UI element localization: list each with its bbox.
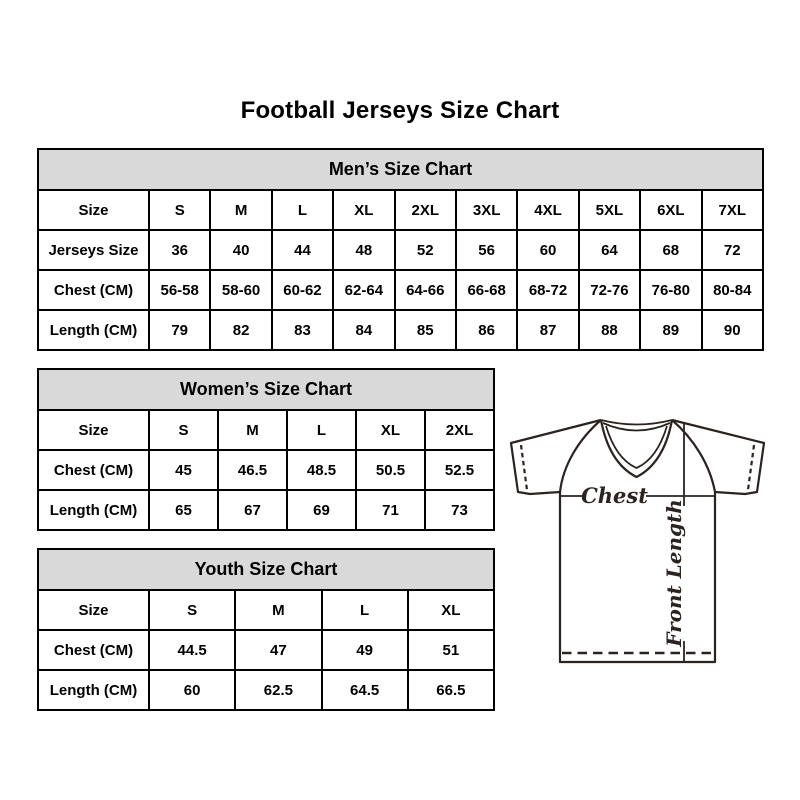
value-cell: 48 (333, 230, 394, 270)
value-cell: 67 (218, 490, 287, 530)
value-cell: 79 (149, 310, 210, 350)
value-cell: 72-76 (579, 270, 640, 310)
page-title: Football Jerseys Size Chart (240, 97, 560, 124)
value-cell: 86 (456, 310, 517, 350)
jersey-outline (511, 420, 764, 662)
value-cell: S (149, 410, 218, 450)
row-label-cell: Chest (CM) (38, 630, 149, 670)
row-label-cell: Size (38, 590, 149, 630)
table-row (38, 270, 763, 310)
jersey-measurement-diagram (505, 413, 775, 669)
value-cell: XL (408, 590, 494, 630)
table-row (38, 230, 763, 270)
value-cell: 36 (149, 230, 210, 270)
mens-table-title: Men’s Size Chart (38, 149, 763, 190)
value-cell: 45 (149, 450, 218, 490)
row-label-cell: Chest (CM) (38, 450, 149, 490)
value-cell: 85 (395, 310, 456, 350)
row-label-cell: Chest (CM) (38, 270, 149, 310)
value-cell: 60-62 (272, 270, 333, 310)
table-header-row (38, 369, 494, 410)
value-cell: 48.5 (287, 450, 356, 490)
front-length-measure-label: Front Length (662, 499, 686, 647)
table-row (38, 310, 763, 350)
table-row (38, 410, 494, 450)
table-row (38, 450, 494, 490)
value-cell: L (272, 190, 333, 230)
value-cell: 88 (579, 310, 640, 350)
value-cell: 83 (272, 310, 333, 350)
value-cell: 60 (149, 670, 235, 710)
value-cell: 56-58 (149, 270, 210, 310)
value-cell: 52 (395, 230, 456, 270)
row-label-cell: Jerseys Size (38, 230, 149, 270)
value-cell: 69 (287, 490, 356, 530)
table-row (38, 190, 763, 230)
row-label-cell: Length (CM) (38, 670, 149, 710)
womens-size-chart-table (37, 368, 495, 531)
value-cell: 2XL (425, 410, 494, 450)
value-cell: 64.5 (322, 670, 408, 710)
value-cell: S (149, 590, 235, 630)
collar-v-inner (606, 426, 667, 468)
value-cell: M (210, 190, 271, 230)
value-cell: 76-80 (640, 270, 701, 310)
value-cell: 72 (702, 230, 763, 270)
value-cell: 2XL (395, 190, 456, 230)
value-cell: 90 (702, 310, 763, 350)
value-cell: 60 (517, 230, 578, 270)
value-cell: S (149, 190, 210, 230)
table-header-row (38, 149, 763, 190)
value-cell: 50.5 (356, 450, 425, 490)
left-sleeve-seam (560, 420, 601, 492)
collar-back-arc-outer (601, 420, 672, 425)
value-cell: 82 (210, 310, 271, 350)
value-cell: 58-60 (210, 270, 271, 310)
value-cell: 62.5 (235, 670, 321, 710)
value-cell: 47 (235, 630, 321, 670)
value-cell: 51 (408, 630, 494, 670)
value-cell: 80-84 (702, 270, 763, 310)
right-cuff-stitch-line (748, 445, 754, 490)
value-cell: 6XL (640, 190, 701, 230)
value-cell: 64-66 (395, 270, 456, 310)
value-cell: 73 (425, 490, 494, 530)
value-cell: L (322, 590, 408, 630)
value-cell: 4XL (517, 190, 578, 230)
value-cell: XL (356, 410, 425, 450)
value-cell: 7XL (702, 190, 763, 230)
row-label-cell: Length (CM) (38, 490, 149, 530)
value-cell: 66.5 (408, 670, 494, 710)
value-cell: 84 (333, 310, 394, 350)
value-cell: M (218, 410, 287, 450)
row-label-cell: Length (CM) (38, 310, 149, 350)
value-cell: 52.5 (425, 450, 494, 490)
table-row (38, 490, 494, 530)
value-cell: 3XL (456, 190, 517, 230)
womens-table-title: Women’s Size Chart (38, 369, 494, 410)
value-cell: 44 (272, 230, 333, 270)
mens-size-chart-table (37, 148, 764, 351)
value-cell: 87 (517, 310, 578, 350)
table-row (38, 590, 494, 630)
table-row (38, 670, 494, 710)
chest-measure-label: Chest (581, 483, 648, 508)
value-cell: 5XL (579, 190, 640, 230)
youth-size-chart-table (37, 548, 495, 711)
value-cell: 49 (322, 630, 408, 670)
value-cell: XL (333, 190, 394, 230)
value-cell: 56 (456, 230, 517, 270)
row-label-cell: Size (38, 190, 149, 230)
left-cuff-stitch-line (521, 445, 527, 490)
right-sleeve-seam (672, 420, 715, 492)
value-cell: 68 (640, 230, 701, 270)
value-cell: 89 (640, 310, 701, 350)
value-cell: 46.5 (218, 450, 287, 490)
table-header-row (38, 549, 494, 590)
youth-table-title: Youth Size Chart (38, 549, 494, 590)
value-cell: L (287, 410, 356, 450)
value-cell: 71 (356, 490, 425, 530)
table-row (38, 630, 494, 670)
value-cell: 66-68 (456, 270, 517, 310)
value-cell: 44.5 (149, 630, 235, 670)
value-cell: 62-64 (333, 270, 394, 310)
value-cell: M (235, 590, 321, 630)
value-cell: 40 (210, 230, 271, 270)
value-cell: 68-72 (517, 270, 578, 310)
value-cell: 65 (149, 490, 218, 530)
value-cell: 64 (579, 230, 640, 270)
row-label-cell: Size (38, 410, 149, 450)
